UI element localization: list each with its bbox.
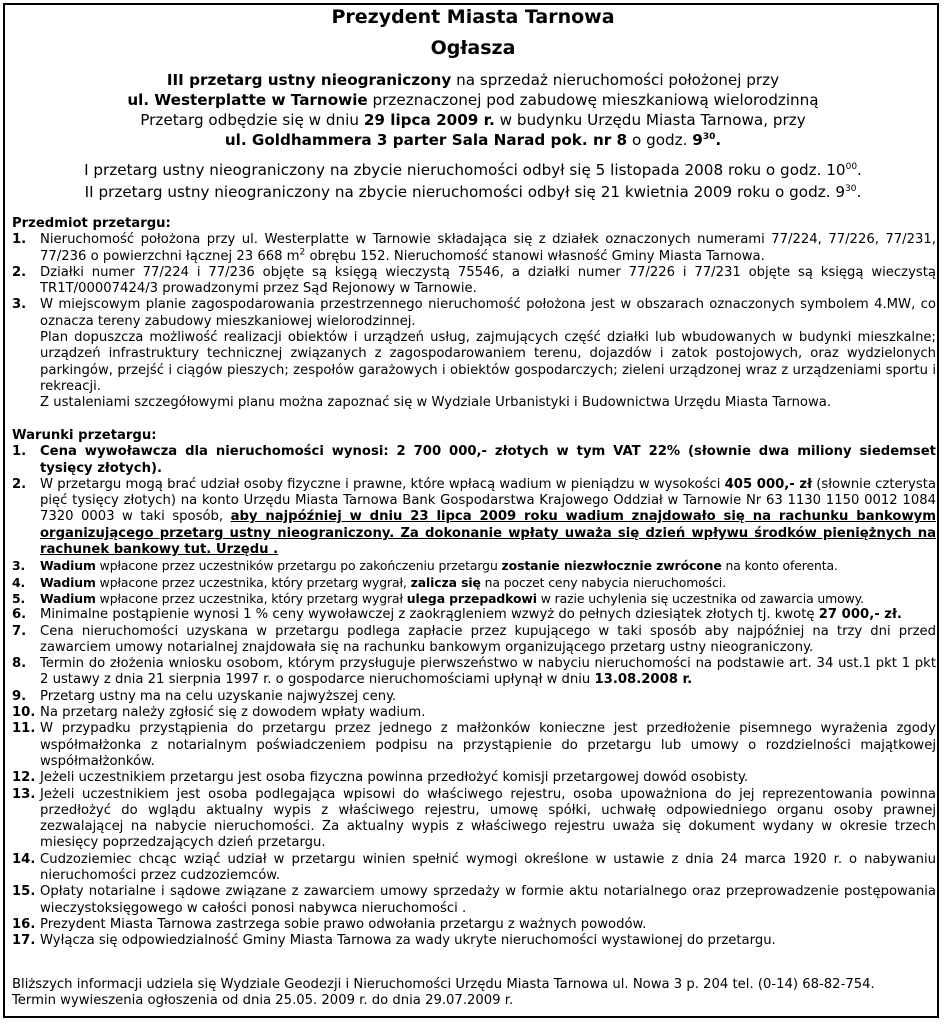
list-item: 5. Wadium wpłacone przez uczestnika, który przetarg wygrał ulega przepadkowi w razie uchylenia się uczestnika od zawarcia umowy.: [12, 590, 864, 606]
intro-date: 29 lipca 2009 r.: [363, 111, 495, 129]
auction-intro: III przetarg ustny nieograniczony na sprzedaż nieruchomości położonej przy ul. Westerplatte w Tarnowie przeznaczonej pod zabudowę mieszkaniową wielorodzinną Przetarg odbędzie się w dniu 29 lipca 2009 r. w budynku Urzędu Miasta Tarnowa, przy ul. Goldhammera 3 parter Sala Narad pok. nr 8 o godz. $9^{30}$.: [127, 71, 819, 149]
list-item: 16. Prezydent Miasta Tarnowa zastrzega sobie prawo odwołania przetargu z ważnych powodów.: [12, 916, 647, 932]
list-item: 4. Wadium wpłacone przez uczestnika, który przetarg wygrał, zalicza się na poczet ceny nabycia nieruchomości.: [12, 574, 726, 590]
list-item: 2. Działki numer 77/224 i 77/236 objęte są księgą wieczystą 75546, a działki numer 77/226 i 77/231 objęte są księgą wieczystą TR1T/00007424/3 prowadzonymi przez Sąd Rejonowy w Tarnowie.: [12, 264, 936, 297]
list-item: 14. Cudzoziemiec chcąc wziąć udział w przetargu winien spełnić wymogi określone w ustawie z dnia 24 marca 1920 r. o nabywaniu nieruchomości przez cudzoziemców.: [12, 851, 936, 884]
list-item: 7. Cena nieruchomości uzyskana w przetargu podlega zapłacie przez kupującego w taki sposób aby najpóźniej na trzy dni przed zawarciem umowy notarialnej znajdowała się na rachunku bankowym organizującego przetarg ustny nieograniczony.: [12, 623, 936, 655]
list-item: 2. W przetargu mogą brać udział osoby fizyczne i prawne, które wpłacą wadium w pieniądzu w wysokości 405 000,- zł (słownie czterysta pięć tysięcy złotych) na konto Urzędu Miasta Tarnowa Bank Gospodarstwa Krajowego Oddział w Tarnowie Nr 63 1130 1150 0012 1084 7320 0003 w taki sposób, aby najpóźniej w dniu 23 lipca 2009 roku wadium znajdowało się na rachunku bankowym organizującego przetarg ustny nieograniczony. Za dokonanie wpłaty uważa się dzień wpływu środków pieniężnych na rachunek bankowy tut. Urzędu .: [12, 476, 936, 558]
deposit-amount: 405 000,- zł: [724, 476, 812, 492]
list-item: 10. Na przetarg należy zgłosić się z dowodem wpłaty wadium.: [12, 705, 426, 721]
contact-info: Bliższych informacji udziela się Wydziale Geodezji i Nieruchomości Urzędu Miasta Tarnowa ul. Nowa 3 p. 204 tel. (0-14) 68-82-754.: [12, 977, 875, 992]
list-item: 3. Wadium wpłacone przez uczestników przetargu po zakończeniu przetargu zostanie niezwłocznie zwrócone na konto oferenta.: [12, 558, 838, 574]
minimum-increment: 27 000,- zł.: [818, 607, 902, 623]
list-item: 9. Przetarg ustny ma na celu uzyskanie najwyższej ceny.: [12, 688, 397, 704]
posting-period: Termin wywieszenia ogłoszenia od dnia 25.05. 2009 r. do dnia 29.07.2009 r.: [12, 993, 514, 1009]
list-item: 13. Jeżeli uczestnikiem jest osoba podlegająca wpisowi do właściwego rejestru, osoba upoważniona do jej reprezentowania powinna przedłożyć do wglądu aktualny wypis z właściwego rejestru, umowę spółki, uchwałę odpowiedniego organu osoby prawnej zezwalającej na nabycie nieruchomości. Za aktualny wypis z właściwego rejestru uważa się dokument wydany w okresie trzech miesięcy poprzedzających dzień przetargu.: [12, 786, 936, 851]
starting-price: Cena wywoławcza dla nieruchomości wynosi: 2 700 000,- złotych w tym VAT 22% (słownie dwa miliony siedemset tysięcy złotych).: [40, 444, 936, 476]
notice-footer: [12, 977, 936, 1010]
list-item: 8. Termin do złożenia wniosku osobom, którym przysługuje pierwszeństwo w nabyciu nieruchomości na podstawie art. 34 ust.1 pkt 1 pkt 2 ustawy z dnia 21 sierpnia 1997 r. o gospodarce nieruchomościami upłynął w dniu 13.08.2008 r.: [12, 656, 936, 688]
intro-auction-type: III przetarg ustny nieograniczony: [166, 71, 452, 89]
intro-hour: $9^{30}$.: [692, 131, 722, 149]
history-line: I przetarg ustny nieograniczony na zbycie nieruchomości odbył się 5 listopada 2008 roku o godz. $10^{00}$.: [84, 161, 862, 179]
section-heading: Warunki przetargu:: [12, 428, 157, 443]
section-subject: [12, 216, 936, 412]
notice-title: Prezydent Miasta Tarnowa: [331, 6, 615, 28]
list-item: 17. Wyłącza się odpowiedzialność Gminy Miasta Tarnowa za wady ukryte nieruchomości wystawionej do przetargu.: [12, 933, 776, 949]
list-item: 12. Jeżeli uczestnikiem przetargu jest osoba fizyczna powinna przedłożyć komisji przetargowej dowód osobisty.: [12, 770, 749, 786]
list-item: 15. Opłaty notarialne i sądowe związane z zawarciem umowy sprzedaży w formie aktu notarialnego oraz przeprowadzenie postępowania wieczystoksięgowego w całości ponosi nabywca nieruchomości .: [12, 884, 936, 916]
intro-venue: ul. Goldhammera 3 parter Sala Narad pok. nr 8: [224, 131, 628, 149]
list-item: 3. W miejscowym planie zagospodarowania przestrzennego nieruchomość położona jest w obszarach oznaczonych symbolem 4.MW, co oznacza tereny zabudowy mieszkaniowej wielorodzinnej. Plan dopuszcza możliwość realizacji obiektów i urządzeń usług, zajmujących część działki lub wbudowanych w budynki mieszkalne; urządzeń infrastruktury technicznej związanych z zagospodarowaniem terenu, dojazdów i zatok postojowych, oraz wydzielonych parkingów, przejść i ciągów pieszych; zespołów garażowych i obiektów gospodarczych; zieleni urządzonej wraz z urządzeniami sportu i rekreacji. Z ustaleniami szczegółowymi planu można zapoznać się w Wydziale Urbanistyki i Budownictwa Urzędu Miasta Tarnowa.: [12, 297, 936, 411]
notice-subtitle: Ogłasza: [430, 37, 516, 59]
auction-history: [0, 159, 946, 203]
deposit-deadline: aby najpóźniej w dniu 23 lipca 2009 roku wadium znajdowało się na rachunku bankowym organizującego przetarg ustny nieograniczony. Za dokonanie wpłaty uważa się dzień wpływu środków pieniężnych na rachunek bankowy tut. Urzędu .: [40, 509, 936, 558]
intro-location: ul. Westerplatte w Tarnowie: [127, 91, 368, 109]
list-item: 1. Nieruchomość położona przy ul. Westerplatte w Tarnowie składająca się z działek oznaczonych numerami 77/224, 77/226, 77/231, 77/236 o powierzchni łącznej 23 668 $m^2$ obrębu 152. Nieruchomość stanowi własność Gminy Miasta Tarnowa.: [12, 232, 936, 264]
section-heading: Przedmiot przetargu:: [12, 216, 171, 231]
list-item: 1. Cena wywoławcza dla nieruchomości wynosi: 2 700 000,- złotych w tym VAT 22% (słownie dwa miliony siedemset tysięcy złotych).: [12, 444, 936, 476]
list-item: 11. W przypadku przystąpienia do przetargu przez jednego z małżonków konieczne jest przedłożenie pisemnego wyrażenia zgody współmałżonka z notarialnym poświadczeniem podpisu na przystąpienie do przetargu lub umowy o rozdzielności majątkowej współmałżonków.: [12, 721, 936, 769]
section-conditions: [12, 428, 936, 950]
history-line: II przetarg ustny nieograniczony na zbycie nieruchomości odbył się 21 kwietnia 2009 roku o godz. $9^{30}$.: [84, 183, 862, 201]
list-item: 6. Minimalne postąpienie wynosi 1 % ceny wywoławczej z zaokrągleniem wzwyż do pełnych dziesiątek złotych tj. kwotę 27 000,- zł.: [12, 607, 902, 623]
